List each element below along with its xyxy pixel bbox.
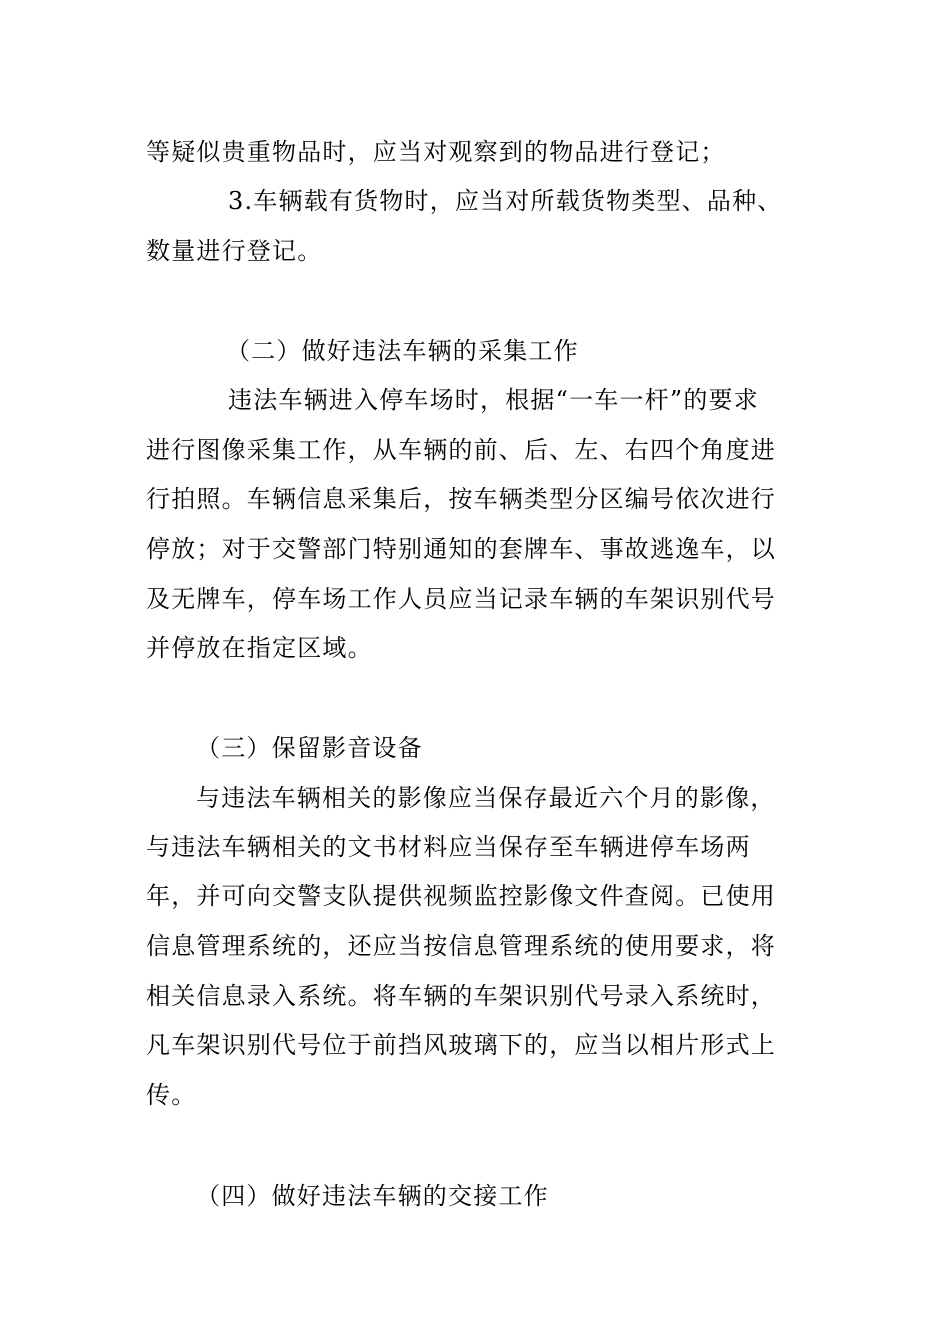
paragraph-line: 相关信息录入系统。将车辆的车架识别代号录入系统时， [146,982,776,1010]
section-heading: （二）做好违法车辆的采集工作 [226,337,579,365]
paragraph-line: 行拍照。车辆信息采集后，按车辆类型分区编号依次进行 [146,485,776,513]
paragraph-line: 进行图像采集工作，从车辆的前、后、左、右四个角度进 [146,436,776,464]
section-heading: （三）保留影音设备 [196,734,423,762]
paragraph-line: 并停放在指定区域。 [146,634,373,662]
paragraph-line: 及无牌车，停车场工作人员应当记录车辆的车架识别代号 [146,585,776,613]
paragraph-line: 年，并可向交警支队提供视频监控影像文件查阅。已使用 [146,882,776,910]
paragraph-line: 等疑似贵重物品时，应当对观察到的物品进行登记； [146,138,726,166]
paragraph-line: 数量进行登记。 [146,237,323,265]
paragraph-line: 3.车辆载有货物时，应当对所载货物类型、品种、 [228,187,783,215]
paragraph-line: 凡车架识别代号位于前挡风玻璃下的，应当以相片形式上 [146,1031,776,1059]
paragraph-line: 违法车辆进入停车场时，根据“一车一杆”的要求 [228,386,759,414]
paragraph-line: 与违法车辆相关的文书材料应当保存至车辆进停车场两 [146,833,751,861]
paragraph-line: 与违法车辆相关的影像应当保存最近六个月的影像， [196,784,776,812]
paragraph-line: 信息管理系统的，还应当按信息管理系统的使用要求，将 [146,932,776,960]
paragraph-line: 停放；对于交警部门特别通知的套牌车、事故逃逸车，以 [146,535,776,563]
section-heading: （四）做好违法车辆的交接工作 [196,1182,549,1210]
paragraph-line: 传。 [146,1081,197,1109]
